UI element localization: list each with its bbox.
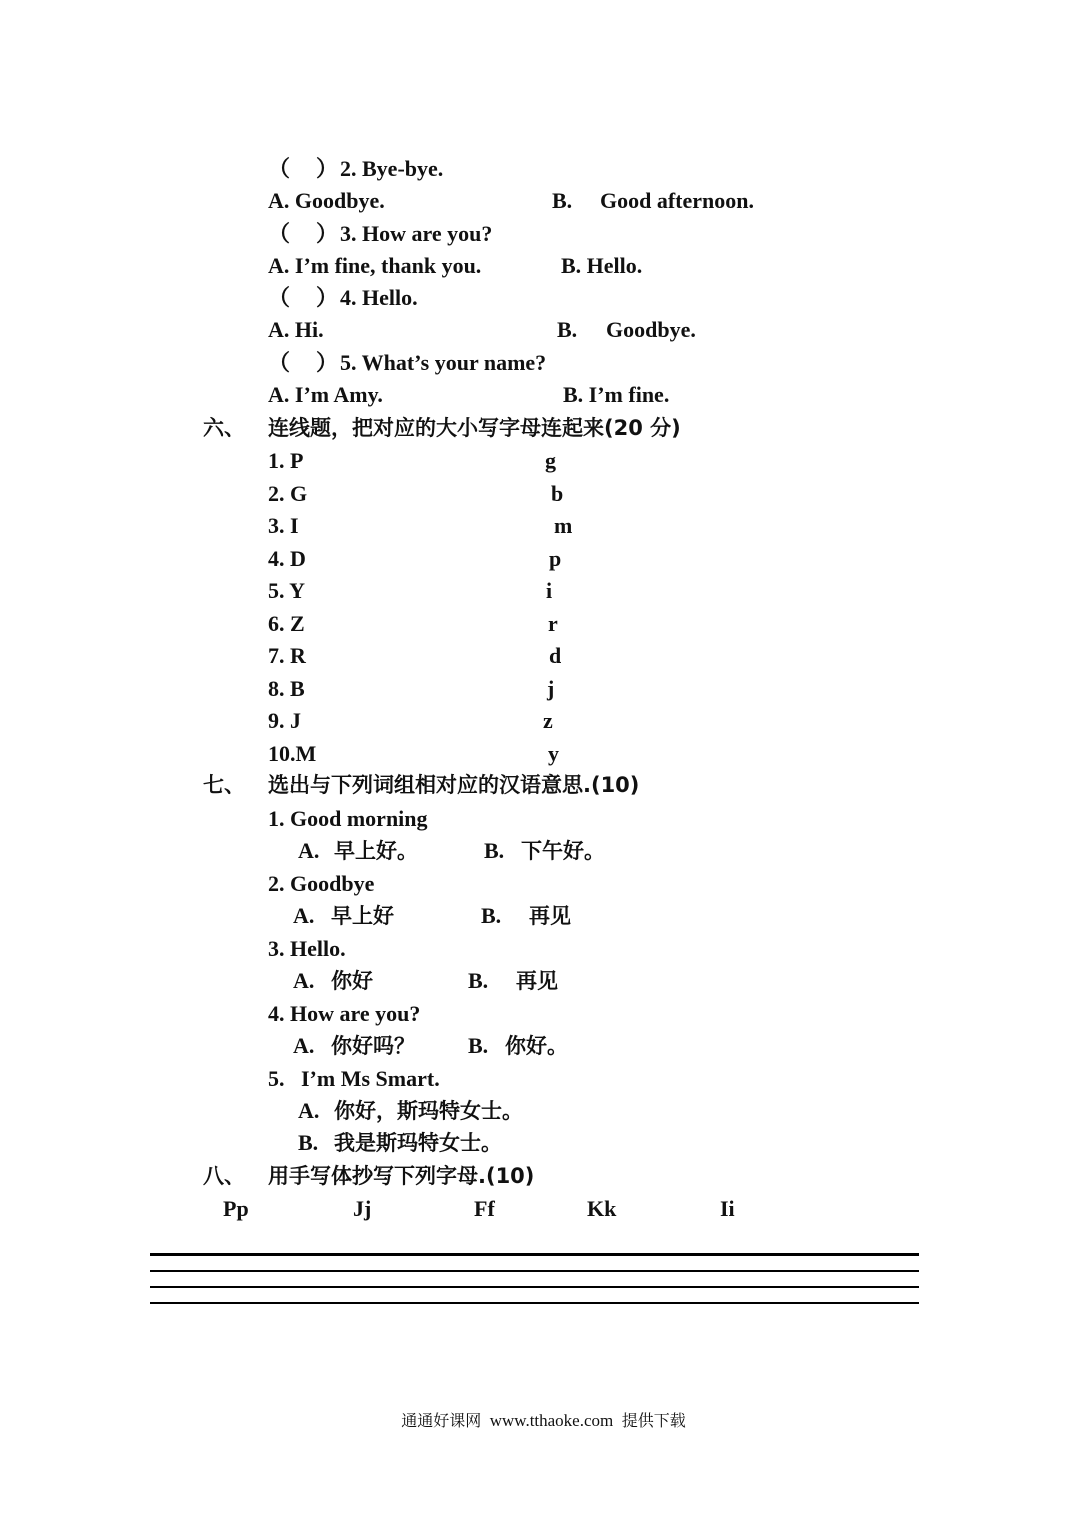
footer-site-name: 通通好课网 bbox=[401, 1411, 482, 1430]
lowercase-item: z bbox=[543, 708, 553, 733]
section-number: 七、 bbox=[203, 773, 245, 797]
footer-suffix: 提供下载 bbox=[621, 1411, 686, 1430]
option-b-text: 下午好。 bbox=[521, 839, 605, 863]
uppercase-item: 2. G bbox=[268, 481, 308, 506]
option-b-label: B. bbox=[484, 838, 505, 863]
section-number: 六、 bbox=[203, 416, 245, 440]
option-a-label: A. bbox=[298, 1098, 320, 1123]
answer-bracket: （ ） bbox=[268, 285, 339, 310]
option-b-text: Goodbye. bbox=[606, 317, 696, 342]
section-number: 八、 bbox=[203, 1164, 245, 1188]
section-title: 选出与下列词组相对应的汉语意思.(10) bbox=[268, 773, 640, 797]
copy-letter: Ii bbox=[720, 1196, 735, 1221]
footer-url: www.tthaoke.com bbox=[489, 1411, 614, 1430]
answer-bracket: （ ） bbox=[268, 156, 339, 181]
copy-letter: Ff bbox=[474, 1196, 495, 1221]
uppercase-item: 9. J bbox=[268, 708, 301, 733]
writing-line bbox=[150, 1270, 919, 1272]
option-a: A. Goodbye. bbox=[268, 188, 385, 213]
option-b-text: 再见 bbox=[529, 904, 571, 928]
option-b-label: B. bbox=[298, 1130, 319, 1155]
option-b-text: 我是斯玛特女士。 bbox=[334, 1131, 502, 1155]
option-a: A. Hi. bbox=[268, 317, 324, 342]
option-a-text: 早上好 bbox=[331, 904, 394, 928]
lowercase-item: p bbox=[549, 546, 562, 571]
question-2: 2. Goodbye bbox=[268, 871, 375, 896]
writing-line bbox=[150, 1253, 919, 1256]
uppercase-item: 8. B bbox=[268, 676, 305, 701]
option-b: B. I’m fine. bbox=[563, 382, 670, 407]
question-4: 4. How are you? bbox=[268, 1001, 421, 1026]
option-a-text: 早上好。 bbox=[334, 839, 418, 863]
writing-line bbox=[150, 1286, 919, 1288]
option-b-label: B. bbox=[468, 968, 489, 993]
option-b-text: 再见 bbox=[516, 969, 558, 993]
option-b-label: B. bbox=[557, 317, 578, 342]
uppercase-item: 6. Z bbox=[268, 611, 305, 636]
option-b: B. Hello. bbox=[561, 253, 643, 278]
option-a-label: A. bbox=[293, 1033, 315, 1058]
uppercase-item: 10.M bbox=[268, 741, 317, 766]
uppercase-item: 1. P bbox=[268, 448, 304, 473]
option-b-text: Good afternoon. bbox=[600, 188, 754, 213]
question-5: （ ）5. What’s your name? bbox=[268, 350, 547, 375]
answer-bracket: （ ） bbox=[268, 221, 339, 246]
answer-bracket: （ ） bbox=[268, 350, 339, 375]
lowercase-item: b bbox=[551, 481, 564, 506]
copy-letter: Kk bbox=[587, 1196, 617, 1221]
option-a-label: A. bbox=[293, 903, 315, 928]
lowercase-item: r bbox=[548, 611, 558, 636]
copy-letter: Pp bbox=[223, 1196, 249, 1221]
option-a-text: 你好，斯玛特女士。 bbox=[334, 1099, 523, 1123]
lowercase-item: j bbox=[547, 676, 555, 701]
option-a: A. I’m Amy. bbox=[268, 382, 383, 407]
option-b-label: B. bbox=[552, 188, 573, 213]
uppercase-item: 4. D bbox=[268, 546, 306, 571]
uppercase-item: 5. Y bbox=[268, 578, 306, 603]
copy-letter: Jj bbox=[353, 1196, 372, 1221]
option-b-label: B. bbox=[481, 903, 502, 928]
section-title: 用手写体抄写下列字母.(10) bbox=[268, 1164, 535, 1188]
lowercase-item: i bbox=[546, 578, 553, 603]
lowercase-item: g bbox=[545, 448, 556, 473]
question-2: （ ）2. Bye-bye. bbox=[268, 156, 444, 181]
option-a-text: 你好吗？ bbox=[331, 1034, 415, 1058]
question-5: 5. I’m Ms Smart. bbox=[268, 1066, 440, 1091]
section-title: 连线题，把对应的大小写字母连起来(20 分) bbox=[268, 416, 681, 440]
option-a: A. I’m fine, thank you. bbox=[268, 253, 482, 278]
question-3: 3. Hello. bbox=[268, 936, 346, 961]
page-footer bbox=[0, 1408, 1087, 1431]
lowercase-item: y bbox=[548, 741, 559, 766]
question-4: （ ）4. Hello. bbox=[268, 285, 418, 310]
option-a-text: 你好 bbox=[331, 969, 373, 993]
option-b-label: B. bbox=[468, 1033, 489, 1058]
option-b-text: 你好。 bbox=[505, 1034, 568, 1058]
uppercase-item: 3. I bbox=[268, 513, 299, 538]
uppercase-item: 7. R bbox=[268, 643, 306, 668]
question-3: （ ）3. How are you? bbox=[268, 221, 493, 246]
writing-line bbox=[150, 1302, 919, 1304]
lowercase-item: d bbox=[549, 643, 562, 668]
lowercase-item: m bbox=[554, 513, 573, 538]
option-a-label: A. bbox=[298, 838, 320, 863]
option-a-label: A. bbox=[293, 968, 315, 993]
question-1: 1. Good morning bbox=[268, 806, 428, 831]
